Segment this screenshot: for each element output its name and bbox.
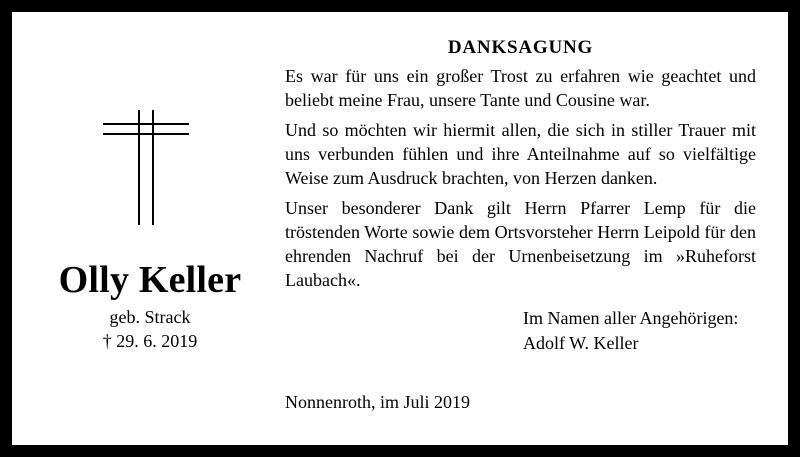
notice-heading: DANKSAGUNG [447, 37, 594, 58]
paragraph-1: Es war für uns ein großer Trost zu erfahren wie geachtet und beliebt meine Frau, unsere Tante und Cousine war. [285, 66, 756, 110]
signature-intro: Im Namen aller Angehörigen: [523, 308, 739, 328]
place-date: Nonnenroth, im Juli 2019 [285, 392, 470, 412]
death-date: † 29. 6. 2019 [102, 331, 198, 351]
cross-icon [12, 12, 288, 445]
paragraph-2: Und so möchten wir hiermit allen, die sich in stiller Trauer mit uns verbunden fühlen und ihre Anteilnahme auf so vielfältige Weise zum Ausdruck brachten, von Herzen danken. [285, 120, 756, 188]
birth-name: geb. Strack [109, 307, 191, 327]
message-panel [285, 36, 756, 298]
signature-block [523, 306, 738, 356]
deceased-name: Olly Keller [58, 259, 242, 301]
signature-name: Adolf W. Keller [523, 333, 639, 353]
deceased-panel [12, 12, 288, 445]
paragraph-3: Unser besonderer Dank gilt Herrn Pfarrer Lemp für die tröstenden Worte sowie dem Ortsvorsteher Herrn Leipold für den ehrenden Nachruf bei der Urnenbeisetzung im »Ruheforst Laubach«. [285, 198, 756, 290]
